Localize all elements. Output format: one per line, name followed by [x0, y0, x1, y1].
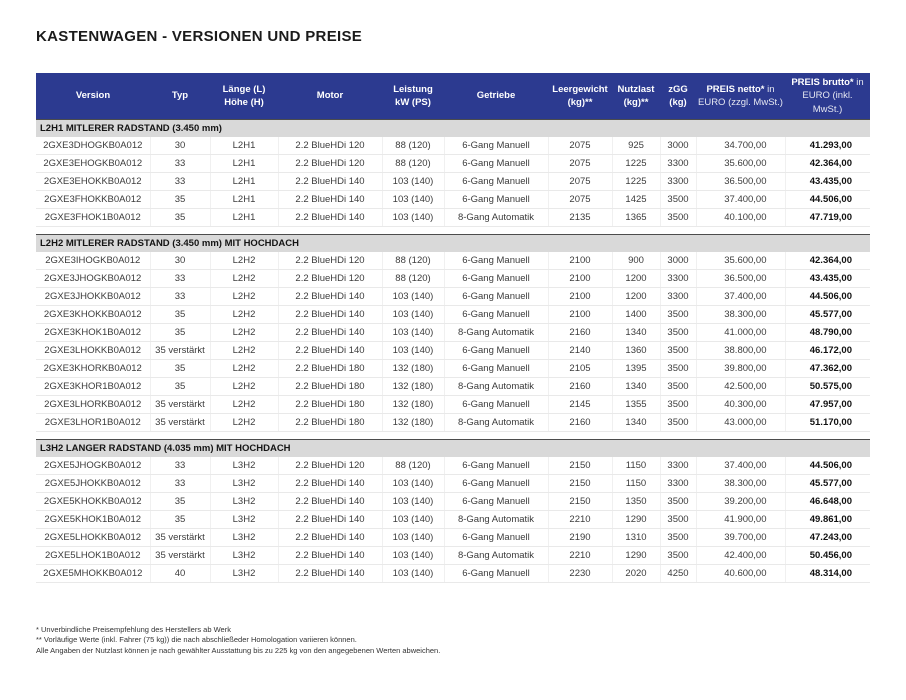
cell-zgg: 3000 — [660, 137, 696, 155]
cell-motor: 2.2 BlueHDi 140 — [278, 287, 382, 305]
col-header-version: Version — [36, 73, 150, 119]
cell-version: 2GXE5KHOK1B0A012 — [36, 510, 150, 528]
cell-nutzlast: 900 — [612, 252, 660, 270]
cell-leistung: 103 (140) — [382, 528, 444, 546]
cell-leergewicht: 2150 — [548, 492, 612, 510]
table-section — [36, 119, 870, 226]
cell-nutzlast: 1340 — [612, 323, 660, 341]
footnote-weights: ** Vorläufige Werte (inkl. Fahrer (75 kg)) die nach abschließeder Homologation variieren können. — [36, 635, 357, 645]
cell-zgg: 3300 — [660, 287, 696, 305]
cell-zgg: 3500 — [660, 190, 696, 208]
cell-nutzlast: 1355 — [612, 395, 660, 413]
table-header — [36, 73, 870, 119]
table-row — [36, 252, 870, 270]
cell-version: 2GXE3DHOGKB0A012 — [36, 137, 150, 155]
cell-motor: 2.2 BlueHDi 140 — [278, 510, 382, 528]
cell-leergewicht: 2100 — [548, 252, 612, 270]
cell-preis-netto: 37.400,00 — [696, 287, 785, 305]
cell-nutzlast: 1200 — [612, 287, 660, 305]
cell-preis-brutto: 47.719,00 — [785, 208, 870, 226]
table-row — [36, 269, 870, 287]
cell-typ: 35 — [150, 208, 210, 226]
cell-leistung: 103 (140) — [382, 564, 444, 582]
cell-motor: 2.2 BlueHDi 180 — [278, 395, 382, 413]
cell-motor: 2.2 BlueHDi 120 — [278, 137, 382, 155]
cell-getriebe: 6-Gang Manuell — [444, 172, 548, 190]
cell-laenge-hoehe: L3H2 — [210, 528, 278, 546]
cell-preis-netto: 37.400,00 — [696, 190, 785, 208]
cell-motor: 2.2 BlueHDi 140 — [278, 492, 382, 510]
cell-leergewicht: 2100 — [548, 287, 612, 305]
cell-preis-brutto: 47.243,00 — [785, 528, 870, 546]
cell-version: 2GXE3FHOK1B0A012 — [36, 208, 150, 226]
cell-preis-netto: 34.700,00 — [696, 137, 785, 155]
cell-version: 2GXE3JHOKKB0A012 — [36, 287, 150, 305]
cell-zgg: 3500 — [660, 510, 696, 528]
cell-leergewicht: 2075 — [548, 154, 612, 172]
cell-version: 2GXE3KHOKKB0A012 — [36, 305, 150, 323]
cell-typ: 35 — [150, 305, 210, 323]
cell-typ: 33 — [150, 474, 210, 492]
table-row — [36, 172, 870, 190]
cell-preis-brutto: 48.314,00 — [785, 564, 870, 582]
cell-laenge-hoehe: L2H2 — [210, 395, 278, 413]
cell-leergewicht: 2145 — [548, 395, 612, 413]
cell-typ: 35 — [150, 492, 210, 510]
cell-nutzlast: 925 — [612, 137, 660, 155]
cell-version: 2GXE5MHOKKB0A012 — [36, 564, 150, 582]
cell-preis-brutto: 45.577,00 — [785, 305, 870, 323]
cell-typ: 35 verstärkt — [150, 528, 210, 546]
cell-motor: 2.2 BlueHDi 120 — [278, 154, 382, 172]
cell-getriebe: 6-Gang Manuell — [444, 395, 548, 413]
versions-prices-table — [36, 73, 870, 583]
cell-leistung: 103 (140) — [382, 492, 444, 510]
cell-motor: 2.2 BlueHDi 140 — [278, 546, 382, 564]
cell-getriebe: 6-Gang Manuell — [444, 137, 548, 155]
cell-laenge-hoehe: L2H2 — [210, 252, 278, 270]
cell-zgg: 3500 — [660, 395, 696, 413]
cell-nutzlast: 1150 — [612, 474, 660, 492]
col-header-leergewicht: Leergewicht (kg)** — [548, 73, 612, 119]
cell-version: 2GXE3EHOKKB0A012 — [36, 172, 150, 190]
cell-getriebe: 6-Gang Manuell — [444, 492, 548, 510]
cell-laenge-hoehe: L3H2 — [210, 546, 278, 564]
cell-leistung: 88 (120) — [382, 154, 444, 172]
cell-leistung: 103 (140) — [382, 510, 444, 528]
cell-motor: 2.2 BlueHDi 140 — [278, 208, 382, 226]
cell-motor: 2.2 BlueHDi 120 — [278, 457, 382, 475]
cell-laenge-hoehe: L2H2 — [210, 323, 278, 341]
cell-leistung: 88 (120) — [382, 252, 444, 270]
cell-preis-brutto: 45.577,00 — [785, 474, 870, 492]
cell-preis-brutto: 41.293,00 — [785, 137, 870, 155]
table-row — [36, 287, 870, 305]
cell-laenge-hoehe: L3H2 — [210, 510, 278, 528]
cell-motor: 2.2 BlueHDi 140 — [278, 305, 382, 323]
table-row — [36, 377, 870, 395]
cell-preis-netto: 39.200,00 — [696, 492, 785, 510]
cell-preis-brutto: 44.506,00 — [785, 190, 870, 208]
cell-leistung: 132 (180) — [382, 377, 444, 395]
cell-nutzlast: 1225 — [612, 172, 660, 190]
cell-laenge-hoehe: L2H1 — [210, 137, 278, 155]
cell-preis-brutto: 42.364,00 — [785, 252, 870, 270]
cell-laenge-hoehe: L3H2 — [210, 457, 278, 475]
cell-leistung: 103 (140) — [382, 323, 444, 341]
col-header-preis-netto: PREIS netto* in EURO (zzgl. MwSt.) — [696, 73, 785, 119]
page-title: KASTENWAGEN - VERSIONEN UND PREISE — [36, 28, 363, 45]
col-header-preis-brutto: PREIS brutto* in EURO (inkl. MwSt.) — [785, 73, 870, 119]
cell-zgg: 3500 — [660, 359, 696, 377]
cell-zgg: 3300 — [660, 474, 696, 492]
cell-preis-netto: 38.300,00 — [696, 474, 785, 492]
cell-zgg: 4250 — [660, 564, 696, 582]
col-header-nutzlast: Nutzlast (kg)** — [612, 73, 660, 119]
cell-getriebe: 8-Gang Automatik — [444, 546, 548, 564]
cell-typ: 35 — [150, 510, 210, 528]
cell-version: 2GXE3KHOK1B0A012 — [36, 323, 150, 341]
cell-nutzlast: 1395 — [612, 359, 660, 377]
cell-leergewicht: 2160 — [548, 377, 612, 395]
cell-version: 2GXE3LHOKKB0A012 — [36, 341, 150, 359]
cell-preis-netto: 36.500,00 — [696, 172, 785, 190]
cell-typ: 33 — [150, 172, 210, 190]
cell-leergewicht: 2075 — [548, 190, 612, 208]
cell-typ: 30 — [150, 252, 210, 270]
table-row — [36, 474, 870, 492]
cell-getriebe: 8-Gang Automatik — [444, 510, 548, 528]
cell-leistung: 103 (140) — [382, 190, 444, 208]
cell-leergewicht: 2210 — [548, 510, 612, 528]
cell-preis-netto: 35.600,00 — [696, 154, 785, 172]
cell-typ: 33 — [150, 287, 210, 305]
cell-leergewicht: 2210 — [548, 546, 612, 564]
footnote-netto: * Unverbindliche Preisempfehlung des Herstellers ab Werk — [36, 624, 231, 634]
cell-nutzlast: 2020 — [612, 564, 660, 582]
cell-version: 2GXE5KHOKKB0A012 — [36, 492, 150, 510]
cell-leergewicht: 2075 — [548, 137, 612, 155]
cell-nutzlast: 1400 — [612, 305, 660, 323]
table-section — [36, 226, 870, 431]
table-row — [36, 305, 870, 323]
col-header-motor: Motor — [278, 73, 382, 119]
cell-leistung: 103 (140) — [382, 172, 444, 190]
cell-version: 2GXE5LHOKKB0A012 — [36, 528, 150, 546]
cell-leistung: 103 (140) — [382, 546, 444, 564]
cell-preis-brutto: 49.861,00 — [785, 510, 870, 528]
cell-laenge-hoehe: L2H2 — [210, 359, 278, 377]
cell-leistung: 132 (180) — [382, 359, 444, 377]
cell-preis-netto: 40.600,00 — [696, 564, 785, 582]
cell-version: 2GXE3KHOR1B0A012 — [36, 377, 150, 395]
cell-preis-netto: 36.500,00 — [696, 269, 785, 287]
cell-leistung: 103 (140) — [382, 287, 444, 305]
cell-nutzlast: 1365 — [612, 208, 660, 226]
table-row — [36, 510, 870, 528]
cell-nutzlast: 1340 — [612, 377, 660, 395]
cell-preis-netto: 41.000,00 — [696, 323, 785, 341]
cell-getriebe: 6-Gang Manuell — [444, 341, 548, 359]
cell-laenge-hoehe: L3H2 — [210, 492, 278, 510]
cell-nutzlast: 1310 — [612, 528, 660, 546]
cell-preis-netto: 38.800,00 — [696, 341, 785, 359]
cell-preis-brutto: 48.790,00 — [785, 323, 870, 341]
cell-version: 2GXE5LHOK1B0A012 — [36, 546, 150, 564]
cell-version: 2GXE3JHOGKB0A012 — [36, 269, 150, 287]
section-header-row — [36, 234, 870, 252]
table-row — [36, 323, 870, 341]
cell-leistung: 103 (140) — [382, 341, 444, 359]
cell-nutzlast: 1425 — [612, 190, 660, 208]
cell-getriebe: 8-Gang Automatik — [444, 208, 548, 226]
table-row — [36, 341, 870, 359]
cell-leistung: 88 (120) — [382, 269, 444, 287]
col-header-typ: Typ — [150, 73, 210, 119]
cell-motor: 2.2 BlueHDi 140 — [278, 341, 382, 359]
table-row — [36, 492, 870, 510]
col-header-laenge-hoehe: Länge (L) Höhe (H) — [210, 73, 278, 119]
table-row — [36, 564, 870, 582]
cell-motor: 2.2 BlueHDi 140 — [278, 323, 382, 341]
cell-motor: 2.2 BlueHDi 140 — [278, 190, 382, 208]
cell-preis-netto: 39.700,00 — [696, 528, 785, 546]
cell-zgg: 3300 — [660, 172, 696, 190]
table-row — [36, 413, 870, 431]
cell-version: 2GXE3FHOKKB0A012 — [36, 190, 150, 208]
cell-motor: 2.2 BlueHDi 120 — [278, 252, 382, 270]
cell-leergewicht: 2160 — [548, 323, 612, 341]
table-row — [36, 528, 870, 546]
cell-preis-brutto: 43.435,00 — [785, 269, 870, 287]
cell-getriebe: 8-Gang Automatik — [444, 377, 548, 395]
cell-getriebe: 6-Gang Manuell — [444, 190, 548, 208]
cell-getriebe: 8-Gang Automatik — [444, 323, 548, 341]
cell-motor: 2.2 BlueHDi 180 — [278, 413, 382, 431]
cell-getriebe: 6-Gang Manuell — [444, 359, 548, 377]
cell-nutzlast: 1360 — [612, 341, 660, 359]
cell-typ: 33 — [150, 154, 210, 172]
cell-preis-netto: 37.400,00 — [696, 457, 785, 475]
cell-leergewicht: 2100 — [548, 305, 612, 323]
cell-leergewicht: 2160 — [548, 413, 612, 431]
cell-motor: 2.2 BlueHDi 140 — [278, 564, 382, 582]
cell-version: 2GXE3LHOR1B0A012 — [36, 413, 150, 431]
cell-nutzlast: 1225 — [612, 154, 660, 172]
section-title: L2H2 MITLERER RADSTAND (3.450 mm) MIT HOCHDACH — [36, 234, 870, 252]
cell-motor: 2.2 BlueHDi 120 — [278, 269, 382, 287]
cell-laenge-hoehe: L2H1 — [210, 190, 278, 208]
footnote-nutzlast: Alle Angaben der Nutzlast können je nach gewählter Ausstattung bis zu 225 kg von den angegebenen Werten abweichen. — [36, 645, 441, 655]
cell-zgg: 3500 — [660, 208, 696, 226]
cell-preis-brutto: 51.170,00 — [785, 413, 870, 431]
cell-motor: 2.2 BlueHDi 140 — [278, 528, 382, 546]
cell-nutzlast: 1200 — [612, 269, 660, 287]
cell-leistung: 103 (140) — [382, 208, 444, 226]
cell-laenge-hoehe: L2H1 — [210, 208, 278, 226]
section-title: L2H1 MITLERER RADSTAND (3.450 mm) — [36, 119, 870, 137]
cell-laenge-hoehe: L2H1 — [210, 172, 278, 190]
cell-getriebe: 6-Gang Manuell — [444, 287, 548, 305]
cell-zgg: 3500 — [660, 323, 696, 341]
section-spacer — [36, 226, 870, 234]
cell-motor: 2.2 BlueHDi 140 — [278, 474, 382, 492]
cell-preis-brutto: 46.648,00 — [785, 492, 870, 510]
cell-zgg: 3500 — [660, 546, 696, 564]
cell-preis-brutto: 50.456,00 — [785, 546, 870, 564]
cell-laenge-hoehe: L2H2 — [210, 377, 278, 395]
col-header-getriebe: Getriebe — [444, 73, 548, 119]
cell-preis-netto: 41.900,00 — [696, 510, 785, 528]
cell-typ: 35 — [150, 323, 210, 341]
cell-version: 2GXE5JHOGKB0A012 — [36, 457, 150, 475]
cell-version: 2GXE3EHOGKB0A012 — [36, 154, 150, 172]
cell-preis-brutto: 46.172,00 — [785, 341, 870, 359]
cell-preis-netto: 42.500,00 — [696, 377, 785, 395]
table-row — [36, 546, 870, 564]
cell-leergewicht: 2105 — [548, 359, 612, 377]
table-row — [36, 457, 870, 475]
cell-typ: 40 — [150, 564, 210, 582]
cell-leergewicht: 2075 — [548, 172, 612, 190]
table-section — [36, 431, 870, 582]
cell-zgg: 3500 — [660, 377, 696, 395]
cell-getriebe: 6-Gang Manuell — [444, 269, 548, 287]
cell-leergewicht: 2150 — [548, 457, 612, 475]
cell-laenge-hoehe: L2H2 — [210, 287, 278, 305]
cell-preis-brutto: 44.506,00 — [785, 287, 870, 305]
cell-zgg: 3500 — [660, 341, 696, 359]
footnotes — [36, 625, 870, 655]
cell-zgg: 3500 — [660, 492, 696, 510]
cell-motor: 2.2 BlueHDi 180 — [278, 377, 382, 395]
cell-leistung: 132 (180) — [382, 413, 444, 431]
cell-nutzlast: 1290 — [612, 510, 660, 528]
section-spacer — [36, 431, 870, 439]
cell-typ: 35 verstärkt — [150, 395, 210, 413]
cell-preis-netto: 40.100,00 — [696, 208, 785, 226]
cell-zgg: 3500 — [660, 528, 696, 546]
cell-preis-netto: 43.000,00 — [696, 413, 785, 431]
table-row — [36, 208, 870, 226]
cell-typ: 33 — [150, 457, 210, 475]
cell-nutzlast: 1150 — [612, 457, 660, 475]
cell-zgg: 3300 — [660, 269, 696, 287]
cell-typ: 35 — [150, 377, 210, 395]
cell-nutzlast: 1350 — [612, 492, 660, 510]
cell-preis-brutto: 50.575,00 — [785, 377, 870, 395]
cell-version: 2GXE3KHORKB0A012 — [36, 359, 150, 377]
section-header-row — [36, 439, 870, 457]
cell-laenge-hoehe: L2H2 — [210, 413, 278, 431]
cell-preis-brutto: 43.435,00 — [785, 172, 870, 190]
cell-getriebe: 6-Gang Manuell — [444, 305, 548, 323]
cell-typ: 30 — [150, 137, 210, 155]
cell-typ: 33 — [150, 269, 210, 287]
cell-leistung: 132 (180) — [382, 395, 444, 413]
cell-leistung: 103 (140) — [382, 305, 444, 323]
cell-laenge-hoehe: L2H1 — [210, 154, 278, 172]
cell-motor: 2.2 BlueHDi 140 — [278, 172, 382, 190]
cell-version: 2GXE3IHOGKB0A012 — [36, 252, 150, 270]
cell-zgg: 3500 — [660, 305, 696, 323]
cell-leergewicht: 2150 — [548, 474, 612, 492]
section-title: L3H2 LANGER RADSTAND (4.035 mm) MIT HOCHDACH — [36, 439, 870, 457]
cell-zgg: 3000 — [660, 252, 696, 270]
cell-getriebe: 6-Gang Manuell — [444, 252, 548, 270]
table-row — [36, 154, 870, 172]
cell-version: 2GXE5JHOKKB0A012 — [36, 474, 150, 492]
table-row — [36, 395, 870, 413]
table-row — [36, 137, 870, 155]
cell-zgg: 3300 — [660, 457, 696, 475]
cell-getriebe: 6-Gang Manuell — [444, 528, 548, 546]
table-row — [36, 359, 870, 377]
cell-laenge-hoehe: L2H2 — [210, 341, 278, 359]
cell-nutzlast: 1340 — [612, 413, 660, 431]
cell-getriebe: 6-Gang Manuell — [444, 154, 548, 172]
cell-nutzlast: 1290 — [612, 546, 660, 564]
cell-preis-netto: 39.800,00 — [696, 359, 785, 377]
cell-laenge-hoehe: L2H2 — [210, 305, 278, 323]
cell-preis-brutto: 42.364,00 — [785, 154, 870, 172]
cell-preis-netto: 38.300,00 — [696, 305, 785, 323]
cell-getriebe: 8-Gang Automatik — [444, 413, 548, 431]
cell-leergewicht: 2100 — [548, 269, 612, 287]
cell-preis-brutto: 44.506,00 — [785, 457, 870, 475]
cell-typ: 35 verstärkt — [150, 413, 210, 431]
cell-typ: 35 — [150, 190, 210, 208]
cell-getriebe: 6-Gang Manuell — [444, 564, 548, 582]
cell-preis-netto: 35.600,00 — [696, 252, 785, 270]
cell-getriebe: 6-Gang Manuell — [444, 474, 548, 492]
cell-leistung: 88 (120) — [382, 137, 444, 155]
cell-preis-netto: 40.300,00 — [696, 395, 785, 413]
cell-preis-netto: 42.400,00 — [696, 546, 785, 564]
cell-leergewicht: 2190 — [548, 528, 612, 546]
col-header-leistung: Leistung kW (PS) — [382, 73, 444, 119]
cell-zgg: 3300 — [660, 154, 696, 172]
table-row — [36, 190, 870, 208]
cell-preis-brutto: 47.957,00 — [785, 395, 870, 413]
cell-preis-brutto: 47.362,00 — [785, 359, 870, 377]
cell-leergewicht: 2135 — [548, 208, 612, 226]
cell-getriebe: 6-Gang Manuell — [444, 457, 548, 475]
cell-leistung: 103 (140) — [382, 474, 444, 492]
cell-version: 2GXE3LHORKB0A012 — [36, 395, 150, 413]
cell-typ: 35 — [150, 359, 210, 377]
cell-laenge-hoehe: L3H2 — [210, 474, 278, 492]
cell-motor: 2.2 BlueHDi 180 — [278, 359, 382, 377]
cell-leergewicht: 2140 — [548, 341, 612, 359]
cell-zgg: 3500 — [660, 413, 696, 431]
cell-leistung: 88 (120) — [382, 457, 444, 475]
cell-laenge-hoehe: L3H2 — [210, 564, 278, 582]
col-header-zgg: zGG (kg) — [660, 73, 696, 119]
cell-leergewicht: 2230 — [548, 564, 612, 582]
cell-laenge-hoehe: L2H2 — [210, 269, 278, 287]
section-header-row — [36, 119, 870, 137]
cell-typ: 35 verstärkt — [150, 341, 210, 359]
cell-typ: 35 verstärkt — [150, 546, 210, 564]
